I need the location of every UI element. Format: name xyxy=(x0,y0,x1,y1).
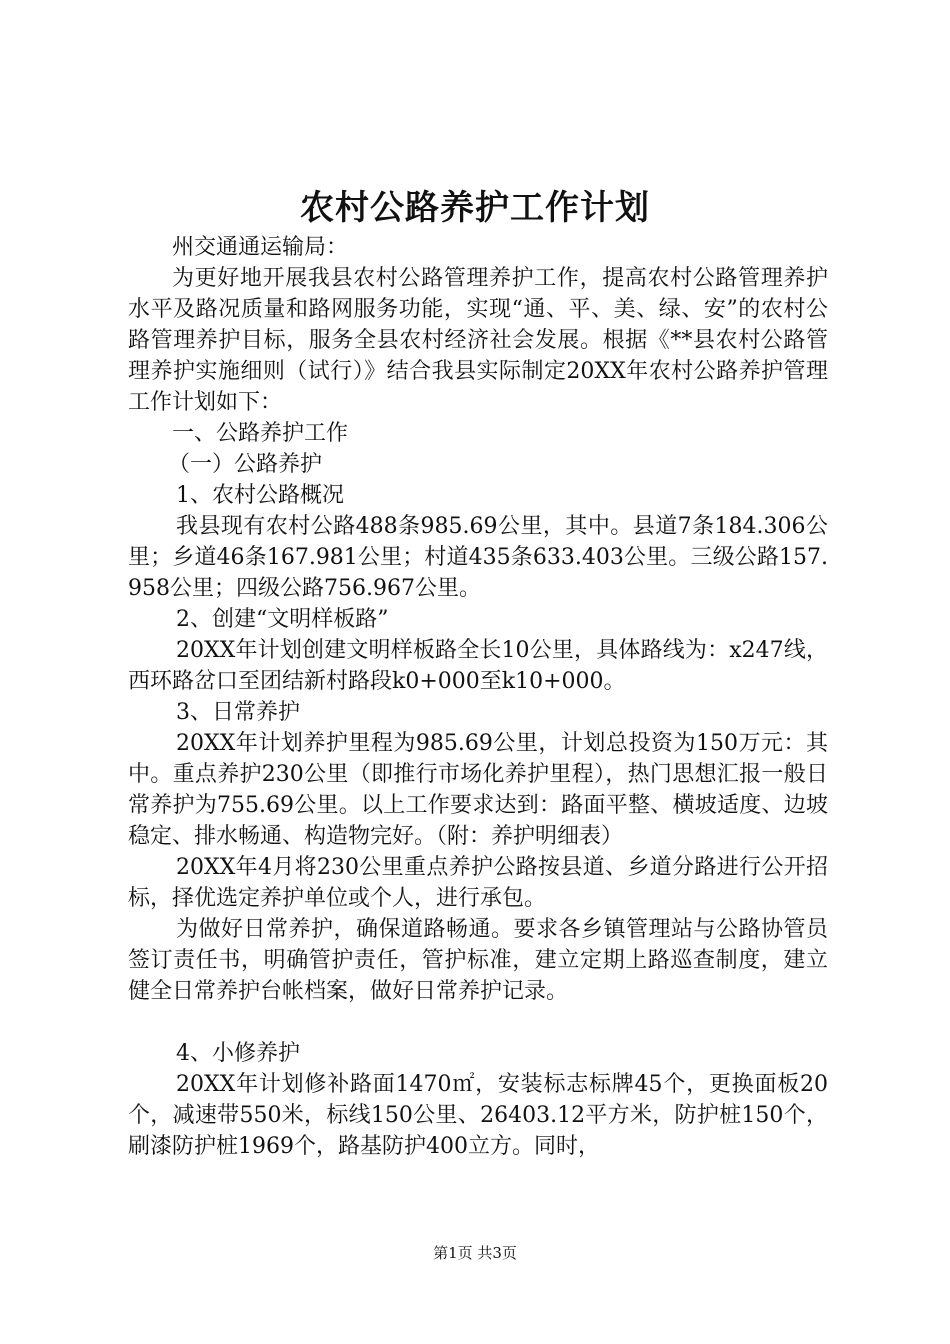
item-heading-4: 4、小修养护 xyxy=(176,1041,300,1066)
intro-paragraph: 为更好地开展我县农村公路管理养护工作，提高农村公路管理养护水平及路况质量和路网服务功能，实现“通、平、美、绿、安”的农村公路管理养护目标，服务全县农村经济社会发展。根据《**县农村公路管理养护实施细则（试行）》结合我县实际制定20XX年农村公路养护管理工作计划如下： xyxy=(128,266,828,415)
item-heading-1: 1、农村公路概况 xyxy=(176,483,344,508)
blank-line xyxy=(128,1007,828,1038)
document-title: 农村公路养护工作计划 xyxy=(300,188,650,228)
item-paragraph-4: 20XX年计划修补路面1470㎡，安装标志标牌45个，更换面板20个，减速带550米，标线150公里、26403.12平方米，防护桩150个，刷漆防护桩1969个，路基防护400立方。同时， xyxy=(128,1072,828,1159)
document-body xyxy=(128,232,828,1162)
page-footer: 第1页 共3页 xyxy=(433,1244,517,1262)
item-paragraph-2: 20XX年计划创建文明样板路全长10公里，具体路线为：x247线，西环路岔口至团结新村路段k0+000至k10+000。 xyxy=(128,638,828,694)
section-heading-1: 一、公路养护工作 xyxy=(172,421,349,446)
item-heading-3: 3、日常养护 xyxy=(176,700,300,725)
item-paragraph-3c: 为做好日常养护，确保道路畅通。要求各乡镇管理站与公路协管员签订责任书，明确管护责任，管护标准，建立定期上路巡查制度，建立健全日常养护台帐档案，做好日常养护记录。 xyxy=(128,917,828,1004)
salutation: 州交通通运输局： xyxy=(172,235,349,260)
subsection-heading-1: （一）公路养护 xyxy=(168,452,323,477)
item-heading-2: 2、创建“文明样板路” xyxy=(176,607,389,632)
item-paragraph-3a: 20XX年计划养护里程为985.69公里，计划总投资为150万元：其中。重点养护230公里（即推行市场化养护里程），热门思想汇报一般日常养护为755.69公里。以上工作要求达到：路面平整、横坡适度、边坡稳定、排水畅通、构造物完好。（附：养护明细表） xyxy=(128,731,828,849)
item-paragraph-3b: 20XX年4月将230公里重点养护公路按县道、乡道分路进行公开招标，择优选定养护单位或个人，进行承包。 xyxy=(128,855,828,911)
item-paragraph-1: 我县现有农村公路488条985.69公里，其中。县道7条184.306公里；乡道46条167.981公里；村道435条633.403公里。三级公路157.958公里；四级公路756.967公里。 xyxy=(128,514,828,601)
